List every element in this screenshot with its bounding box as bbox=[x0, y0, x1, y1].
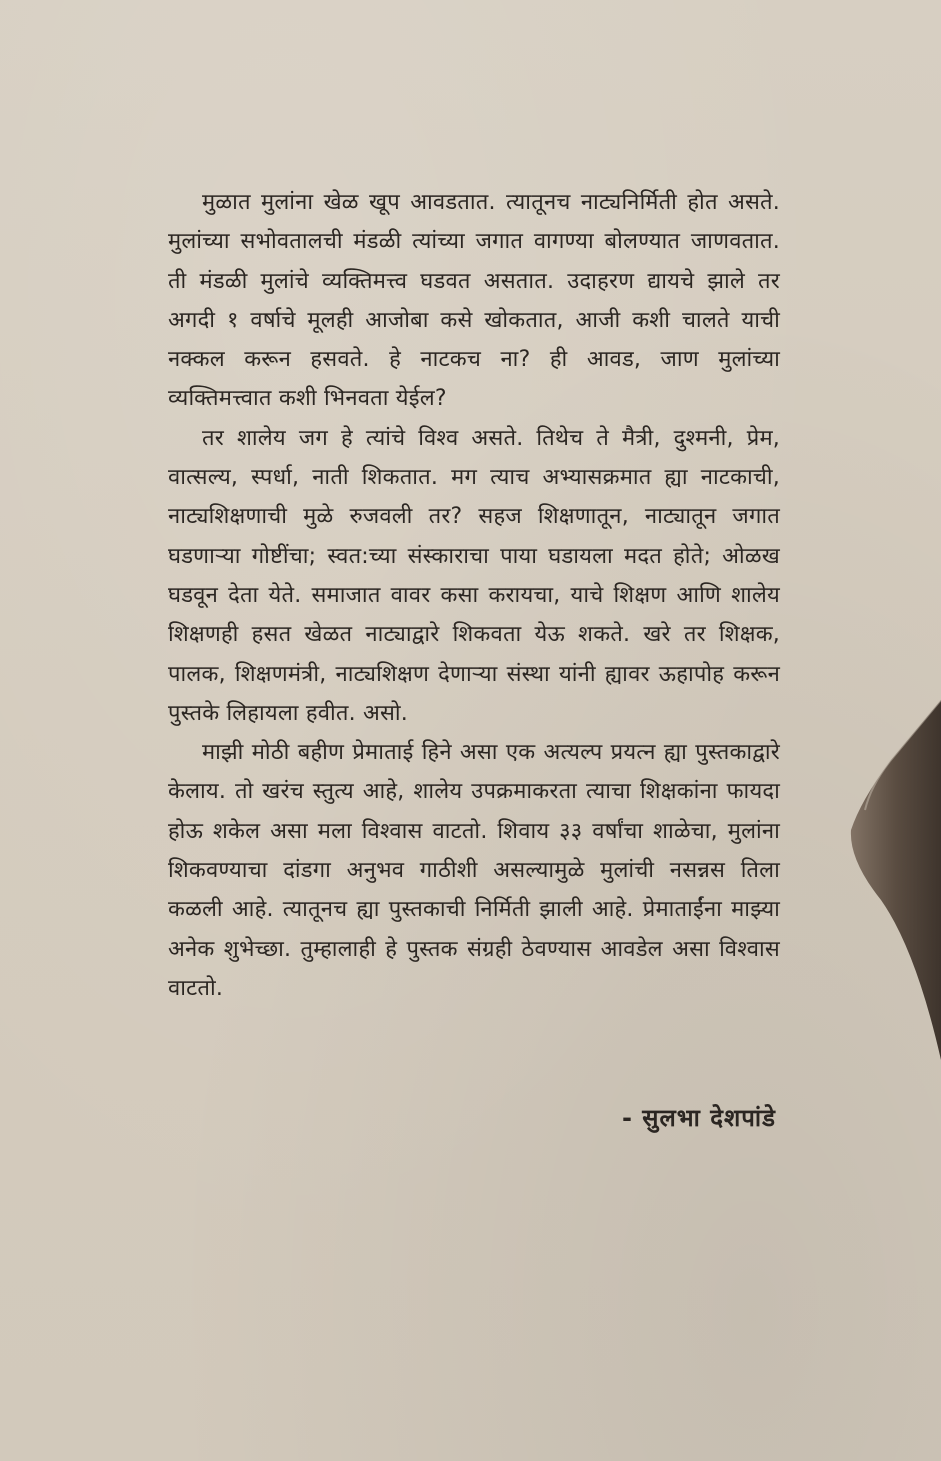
paragraph-3: माझी मोठी बहीण प्रेमाताई हिने असा एक अत्यल्प प्रयत्न ह्या पुस्तकाद्वारे केलाय. तो खरंच स्तुत्य आहे, शालेय उपक्रमाकरता त्याचा शिक्षकांना फायदा होऊ शकेल असा मला विश्वास वाटतो. शिवाय ३३ वर्षांचा शाळेचा, मुलांना शिकवण्याचा दांडगा अनुभव गाठीशी असल्यामुळे मुलांची नसन्नस तिला कळली आहे. त्यातूनच ह्या पुस्तकाची निर्मिती झाली आहे. प्रेमाताईंना माझ्या अनेक शुभेच्छा. तुम्हालाही हे पुस्तक संग्रही ठेवण्यास आवडेल असा विश्वास वाटतो. bbox=[168, 740, 780, 1001]
paragraph-1: मुळात मुलांना खेळ खूप आवडतात. त्यातूनच नाट्यनिर्मिती होत असते. मुलांच्या सभोवतालची मंडळी त्यांच्या जगात वागण्या बोलण्यात जाणवतात. ती मंडळी मुलांचे व्यक्तिमत्त्व घडवत असतात. उदाहरण द्यायचे झाले तर अगदी १ वर्षाचे मूलही आजोबा कसे खोकतात, आजी कशी चालते याची नक्कल करून हसवते. हे नाटकच ना? ही आवड, जाण मुलांच्या व्यक्तिमत्त्वात कशी भिनवता येईल? bbox=[168, 190, 780, 412]
paragraph-2: तर शालेय जग हे त्यांचे विश्व असते. तिथेच ते मैत्री, दुश्मनी, प्रेम, वात्सल्य, स्पर्धा, नाती शिकतात. मग त्याच अभ्यासक्रमात ह्या नाटकाची, नाट्यशिक्षणाची मुळे रुजवली तर? सहज शिक्षणातून, नाट्यातून जगात घडणाऱ्या गोष्टींचा; स्वत:च्या संस्काराचा पाया घडायला मदत होते; ओळख घडवून देता येते. समाजात वावर कसा करायचा, याचे शिक्षण आणि शालेय शिक्षणही हसत खेळत नाट्याद्वारे शिकवता येऊ शकते. खरे तर शिक्षक, पालक, शिक्षणमंत्री, नाट्यशिक्षण देणाऱ्या संस्था यांनी ह्यावर ऊहापोह करून पुस्तके लिहायला हवीत. असो. bbox=[168, 425, 780, 726]
author-signature: - सुलभा देशपांडे bbox=[621, 1104, 776, 1132]
foreword-text bbox=[168, 183, 780, 1008]
decorative-shadow-shape bbox=[821, 690, 941, 1070]
